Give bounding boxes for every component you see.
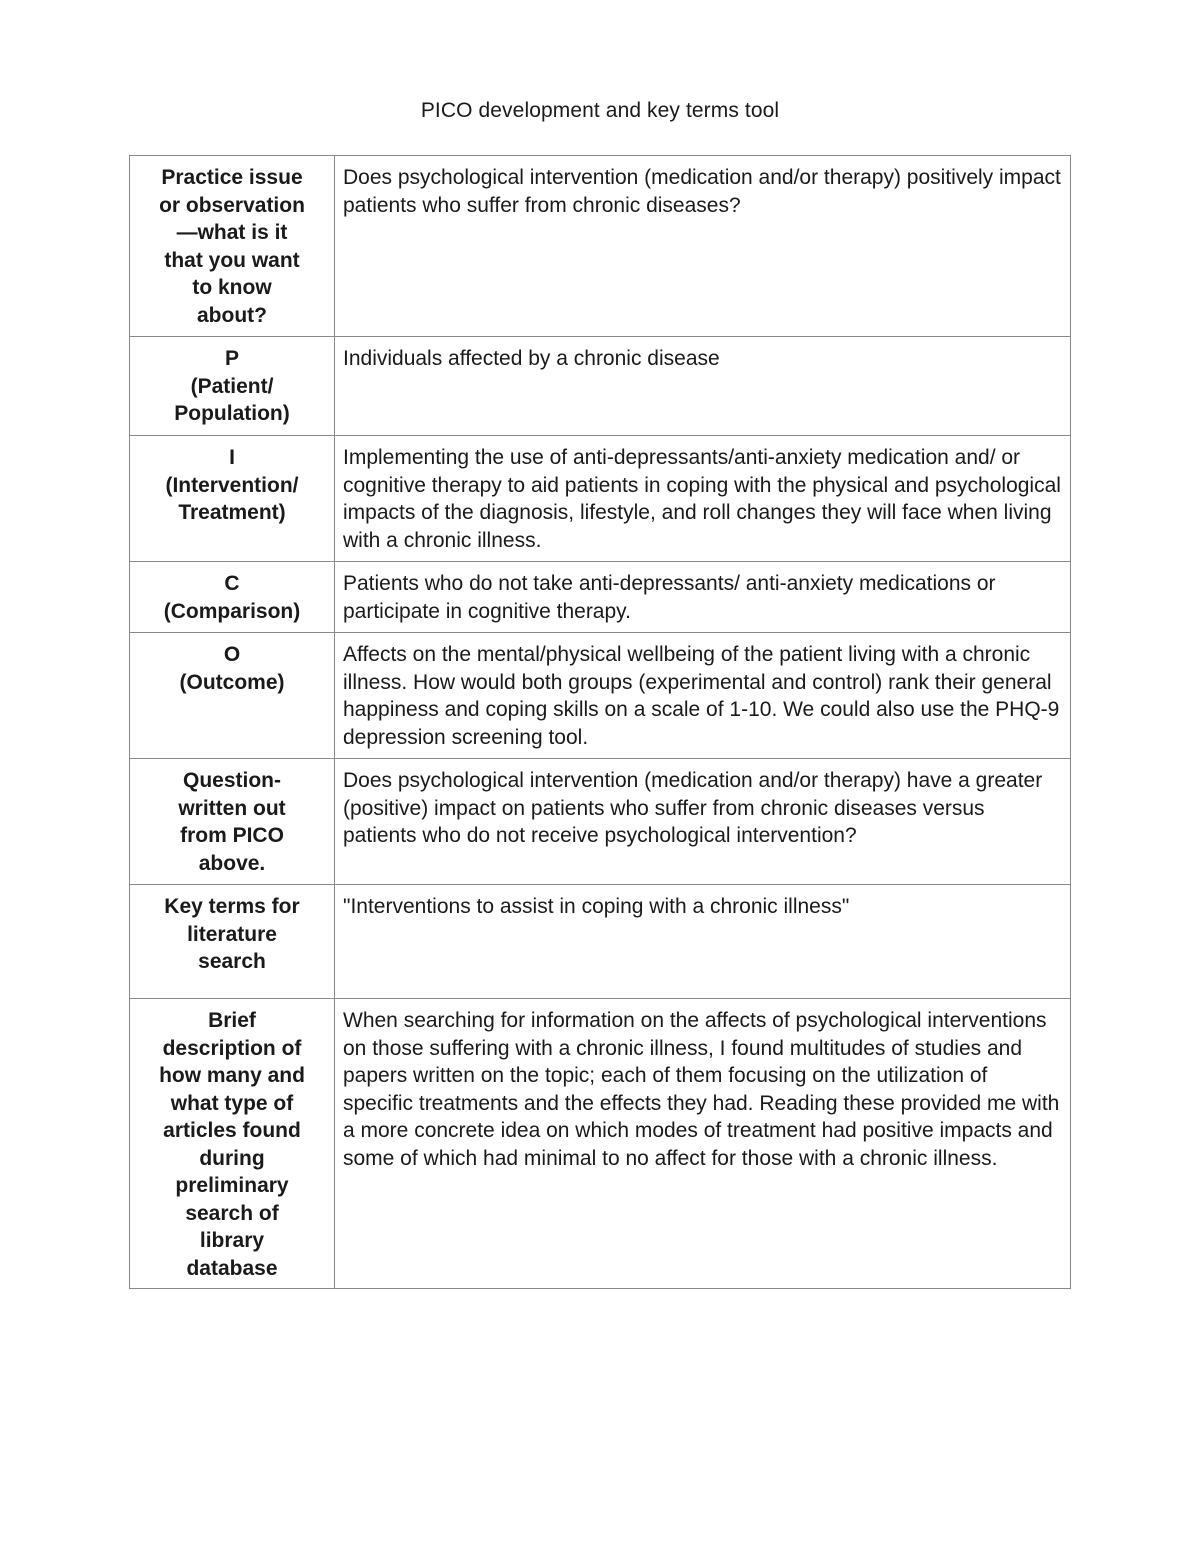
document-title: PICO development and key terms tool [420,99,780,122]
row-label-question: Question- written out from PICO above. [130,759,335,885]
table-row-comparison [130,562,1071,633]
row-label-comparison: C (Comparison) [130,562,335,633]
row-label-intervention: I (Intervention/ Treatment) [130,436,335,562]
row-content-key-terms: "Interventions to assist in coping with a chronic illness" [335,885,1071,999]
row-content-patient: Individuals affected by a chronic disease [335,337,1071,436]
table-row-patient [130,337,1071,436]
table-row-brief-description [130,999,1071,1289]
row-label-patient: P (Patient/ Population) [130,337,335,436]
row-content-question: Does psychological intervention (medication and/or therapy) have a greater (positive) impact on patients who suffer from chronic diseases versus patients who do not receive psychological intervention? [335,759,1071,885]
row-content-outcome: Affects on the mental/physical wellbeing of the patient living with a chronic illness. How would both groups (experimental and control) rank their general happiness and coping skills on a scale of 1-10. We could also use the PHQ-9 depression screening tool. [335,633,1071,759]
table-row-key-terms [130,885,1071,999]
row-label-outcome: O (Outcome) [130,633,335,759]
row-label-brief-description: Brief description of how many and what type of articles found during preliminary search of library database [130,999,335,1289]
row-content-practice-issue: Does psychological intervention (medication and/or therapy) positively impact patients who suffer from chronic diseases? [335,156,1071,337]
row-content-brief-description: When searching for information on the affects of psychological interventions on those suffering with a chronic illness, I found multitudes of studies and papers written on the topic; each of them focusing on the utilization of specific treatments and the effects they had. Reading these provided me with a more concrete idea on which modes of treatment had positive impacts and some of which had minimal to no affect for those with a chronic illness. [335,999,1071,1289]
row-content-intervention: Implementing the use of anti-depressants/anti-anxiety medication and/ or cognitive therapy to aid patients in coping with the physical and psychological impacts of the diagnosis, lifestyle, and roll changes they will face when living with a chronic illness. [335,436,1071,562]
row-label-key-terms: Key terms for literature search [130,885,335,999]
row-label-practice-issue: Practice issue or observation —what is it that you want to know about? [130,156,335,337]
row-content-comparison: Patients who do not take anti-depressants/ anti-anxiety medications or participate in cognitive therapy. [335,562,1071,633]
table-row-outcome [130,633,1071,759]
pico-table [129,155,1071,1289]
table-row-intervention [130,436,1071,562]
table-row-question [130,759,1071,885]
table-row-practice-issue [130,156,1071,337]
